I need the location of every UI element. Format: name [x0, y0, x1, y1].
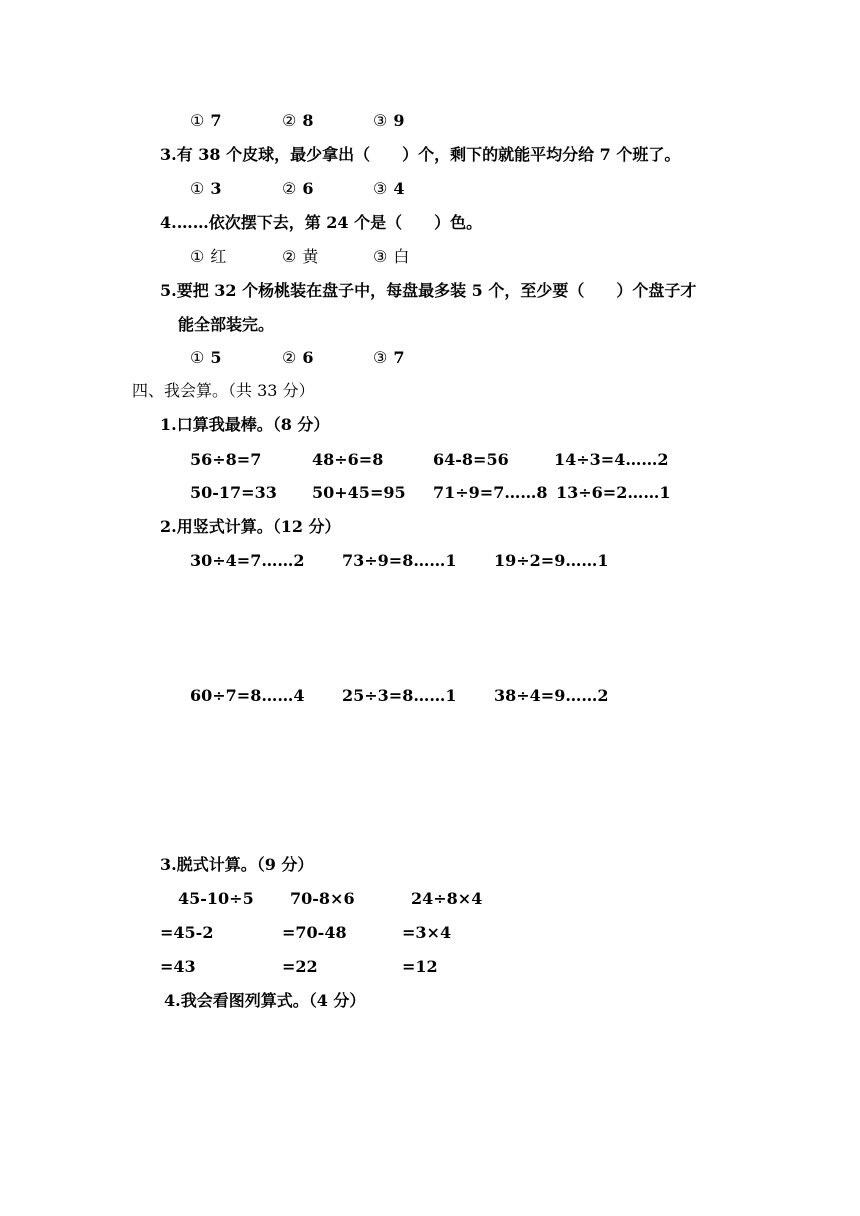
vertical-calc-item: 30÷4=7……2 [190, 551, 305, 570]
step-calc-result: =43 [160, 957, 196, 976]
oral-calc-item: 14÷3=4……2 [554, 450, 669, 469]
q4-question: 4.……依次摆下去，第 24 个是（ ）色。 [160, 213, 483, 232]
q4-option-1: ① 红 [190, 247, 227, 266]
q3-question: 3.有 38 个皮球，最少拿出（ ）个，剩下的就能平均分给 7 个班了。 [160, 145, 681, 164]
section4-title: 四、我会算。（共 33 分） [132, 381, 315, 400]
step-calc-result: =12 [402, 957, 438, 976]
step-calc-problem: 24÷8×4 [411, 889, 483, 908]
step-calc-problem: 70-8×6 [290, 889, 355, 908]
vertical-calc-item: 60÷7=8……4 [190, 686, 305, 705]
part2-title: 2.用竖式计算。（12 分） [160, 517, 341, 536]
oral-calc-item: 13÷6=2……1 [556, 483, 671, 502]
q5-option-1: ① 5 [190, 348, 222, 367]
step-calc-result: =22 [282, 957, 318, 976]
q3-option-3: ③ 4 [373, 179, 405, 198]
q3-option-2: ② 6 [282, 179, 314, 198]
step-calc-problem: 45-10÷5 [178, 889, 254, 908]
vertical-calc-item: 19÷2=9……1 [494, 551, 609, 570]
oral-calc-item: 71÷9=7……8 [433, 483, 548, 502]
oral-calc-item: 50+45=95 [312, 483, 406, 502]
q4-option-3: ③ 白 [373, 247, 410, 266]
vertical-calc-item: 38÷4=9……2 [494, 686, 609, 705]
q4-option-2: ② 黄 [282, 247, 319, 266]
part1-title: 1.口算我最棒。（8 分） [160, 415, 330, 434]
part4-title: 4.我会看图列算式。（4 分） [164, 991, 366, 1010]
oral-calc-item: 56÷8=7 [190, 450, 262, 469]
step-calc-step: =45-2 [160, 923, 214, 942]
q2-option-1: ① 7 [190, 111, 222, 130]
step-calc-step: =3×4 [402, 923, 452, 942]
oral-calc-item: 48÷6=8 [312, 450, 384, 469]
q2-option-2: ② 8 [282, 111, 314, 130]
oral-calc-item: 50-17=33 [190, 483, 277, 502]
q5-option-3: ③ 7 [373, 348, 405, 367]
part3-title: 3.脱式计算。（9 分） [160, 855, 314, 874]
q5-question-line1: 5.要把 32 个杨桃装在盘子中，每盘最多装 5 个，至少要（ ）个盘子才 [160, 281, 697, 300]
step-calc-step: =70-48 [282, 923, 347, 942]
vertical-calc-item: 73÷9=8……1 [342, 551, 457, 570]
q3-option-1: ① 3 [190, 179, 222, 198]
q2-option-3: ③ 9 [373, 111, 405, 130]
vertical-calc-item: 25÷3=8……1 [342, 686, 457, 705]
q5-option-2: ② 6 [282, 348, 314, 367]
oral-calc-item: 64-8=56 [433, 450, 509, 469]
q5-question-line2: 能全部装完。 [178, 315, 275, 334]
